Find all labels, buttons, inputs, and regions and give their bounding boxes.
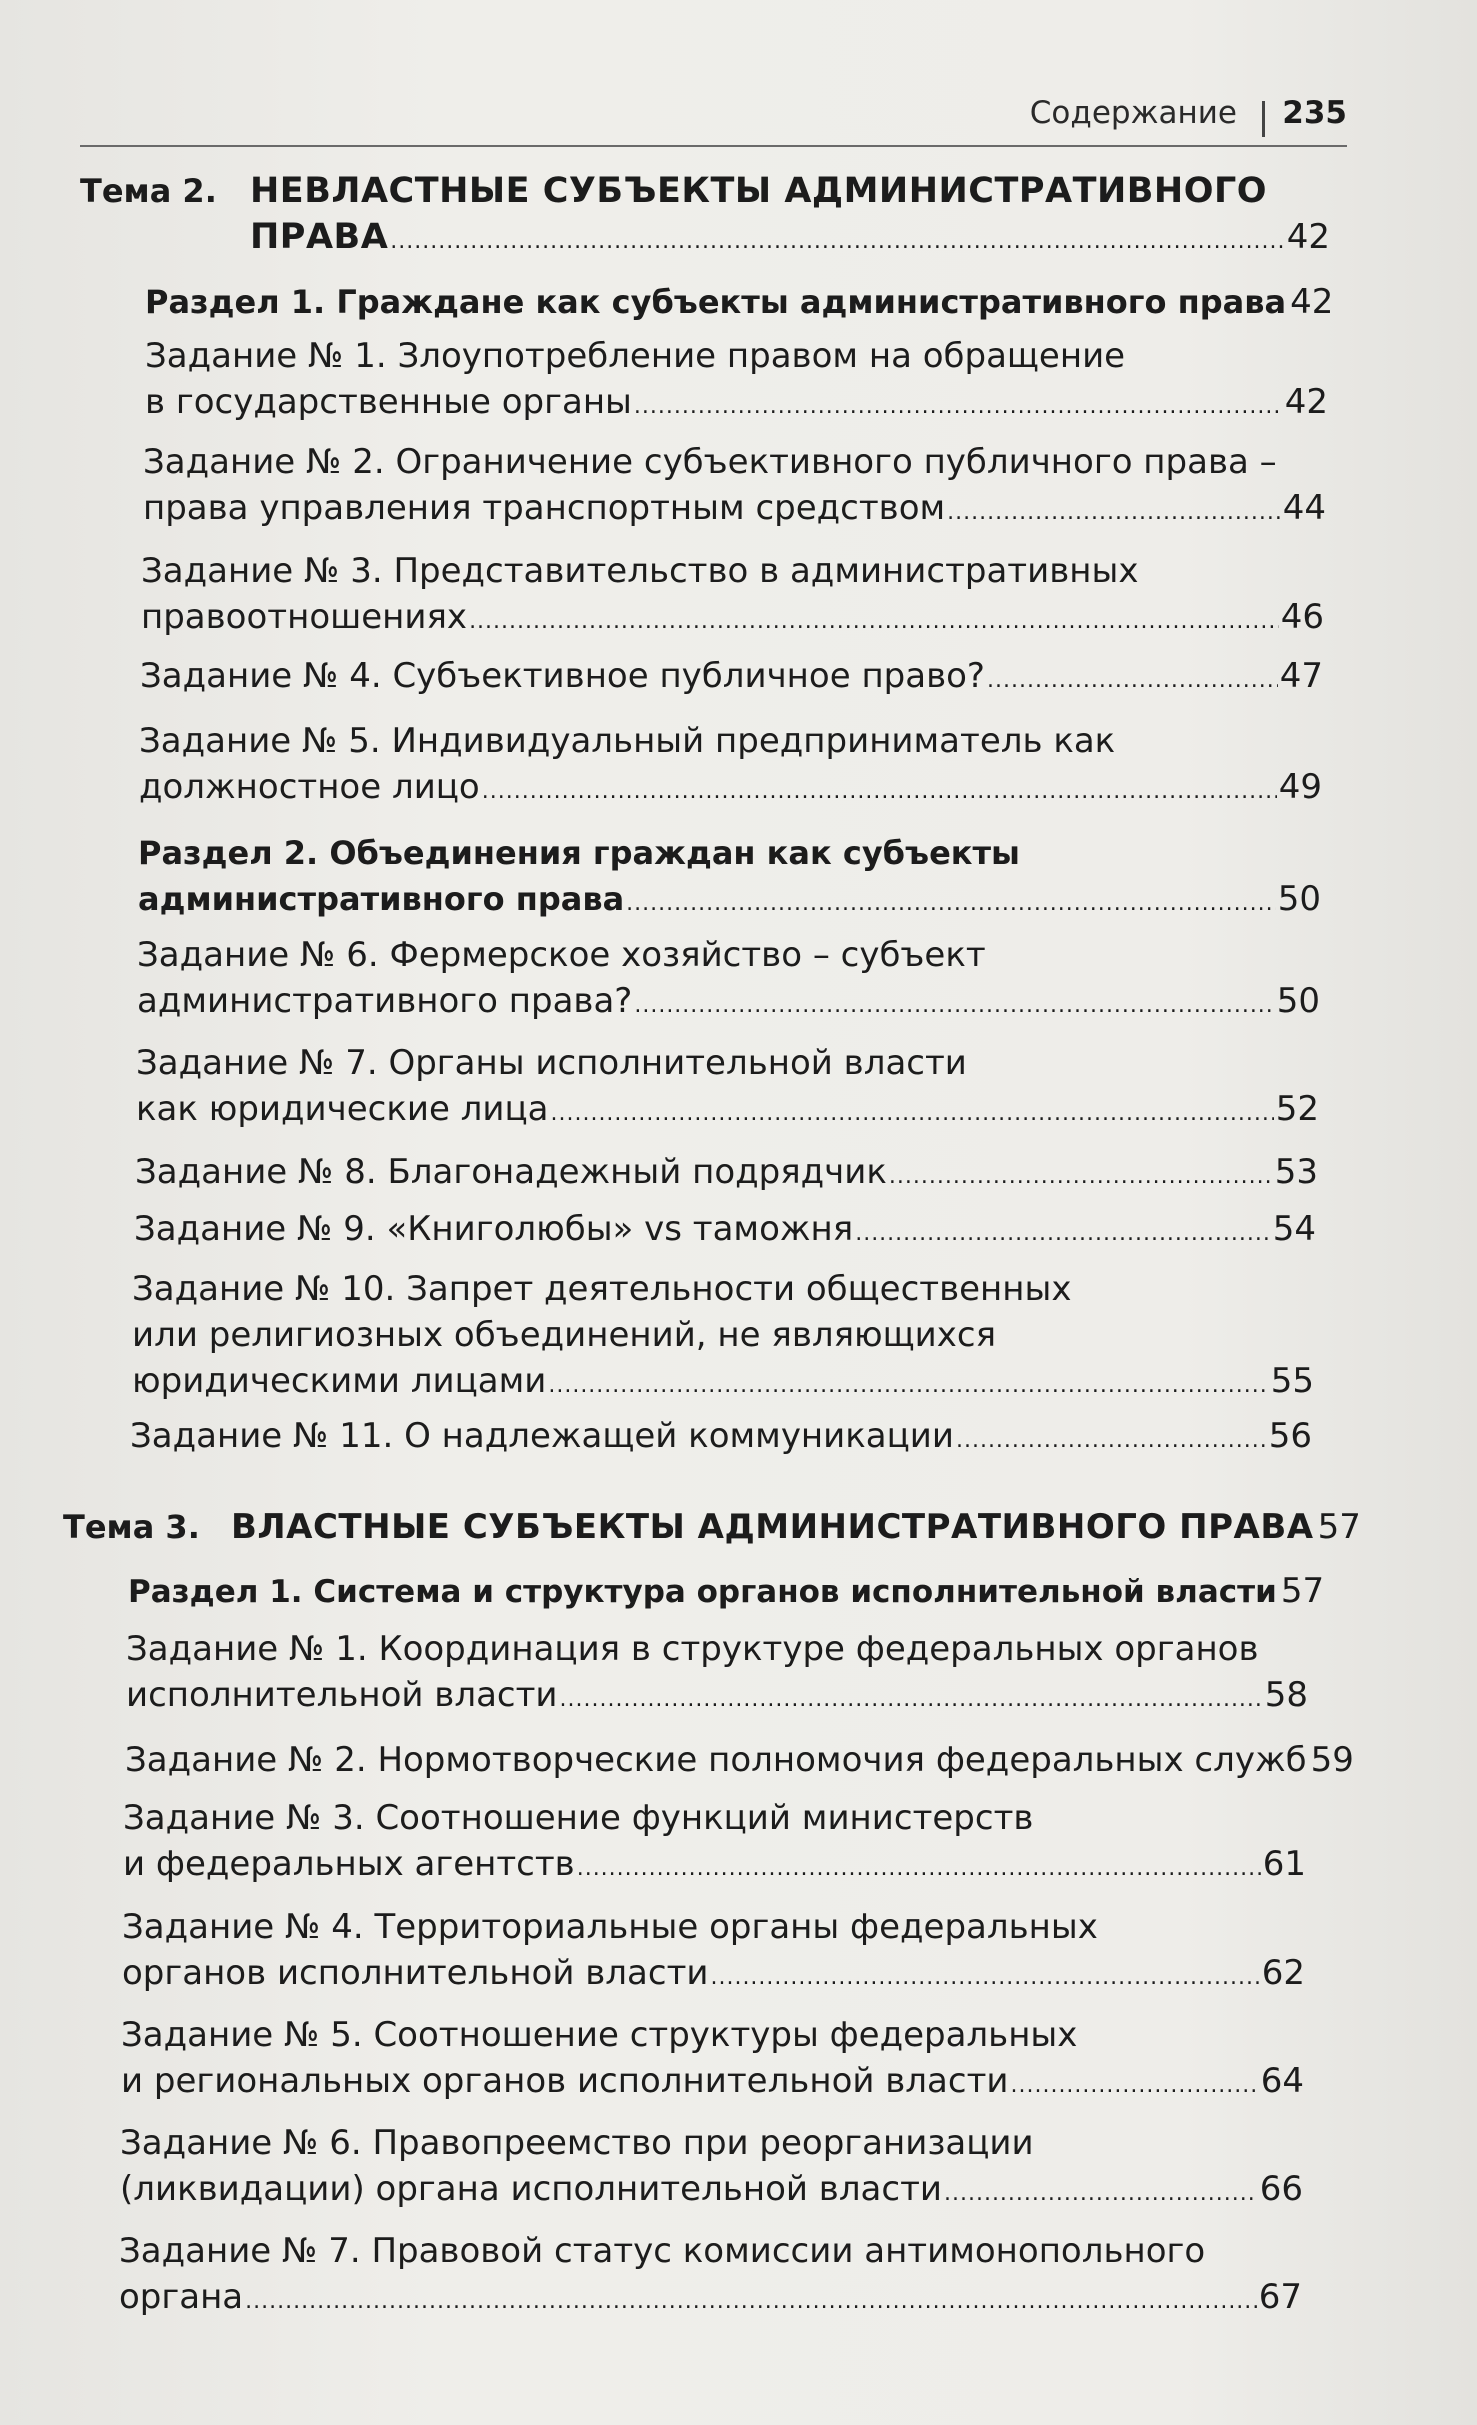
dot-leader [560,1677,1263,1723]
task-title: Задание № 8. Благонадежный подрядчик [135,1152,887,1192]
dot-leader [855,1211,1271,1257]
toc-page: 44 [1282,488,1326,528]
toc-page: 54 [1272,1209,1316,1249]
dot-leader [548,1363,1268,1409]
section-title-line-2: административного права [138,880,625,918]
task-title-line-1: Задание № 1. Координация в структуре федеральных органов [126,1629,1259,1669]
toc-page: 59 [1310,1740,1354,1780]
toc-section-1[interactable] [128,1568,1325,1619]
toc-task[interactable] [130,1413,1312,1464]
toc-task[interactable] [122,1904,1305,2001]
task-title-line-2: или религиозных объединений, не являющихся [132,1315,997,1355]
toc-task[interactable] [125,1737,1354,1788]
section-title-line-1: Раздел 2. Объединения граждан как субъекты [138,834,1020,872]
toc-task[interactable] [141,548,1324,645]
task-title-line-2: и региональных органов исполнительной власти [121,2061,1009,2101]
toc-task[interactable] [134,1206,1316,1257]
toc-page: 66 [1259,2169,1303,2209]
topic-title-line-2: ПРАВА [250,217,389,257]
toc-task[interactable] [126,1626,1308,1723]
dot-leader [947,490,1281,536]
topic-label: Тема 3. [63,1508,200,1546]
task-title: Задание № 4. Субъективное публичное право? [140,656,985,696]
toc-task[interactable] [119,2228,1302,2325]
toc-task[interactable] [145,333,1328,430]
dot-leader [710,1955,1259,2001]
dot-leader [987,658,1278,704]
task-title-line-2: и федеральных агентств [123,1844,575,1884]
toc-topic-3[interactable] [63,1504,1361,1555]
task-title-line-1: Задание № 3. Представительство в административных [141,551,1139,591]
dot-leader [469,599,1279,645]
toc-task[interactable] [140,653,1323,704]
toc-section-2[interactable] [138,830,1321,927]
task-title: Задание № 2. Нормотворческие полномочия федеральных служб [125,1740,1307,1780]
topic-label: Тема 2. [80,172,217,210]
toc-page: 57 [1280,1571,1325,1611]
toc-task[interactable] [139,718,1322,815]
dot-leader [482,769,1277,815]
dot-leader [577,1846,1261,1892]
topic-title: ВЛАСТНЫЕ СУБЪЕКТЫ АДМИНИСТРАТИВНОГО ПРАВА [231,1507,1314,1547]
task-title-line-1: Задание № 6. Фермерское хозяйство – субъект [137,935,986,975]
task-title-line-2: исполнительной власти [126,1675,558,1715]
toc-page: 50 [1276,981,1320,1021]
task-title-line-1: Задание № 7. Органы исполнительной власти [136,1043,967,1083]
toc-page: 53 [1274,1152,1318,1192]
task-title-line-1: Задание № 2. Ограничение субъективного публичного права – [143,442,1277,482]
toc-task[interactable] [135,1149,1318,1200]
task-title-line-1: Задание № 1. Злоупотребление правом на обращение [145,336,1126,376]
task-title-line-2: права управления транспортным средством [143,488,946,528]
section-title: Содержание [1029,95,1237,131]
task-title-line-3: юридическими лицами [132,1361,547,1401]
toc-page: 42 [1284,382,1328,422]
toc-page: 42 [1286,217,1330,257]
dot-leader [245,2279,1257,2325]
task-title-line-2: органа [119,2277,244,2317]
toc-page: 50 [1277,879,1321,919]
section-title: Раздел 1. Граждане как субъекты административного права [145,283,1287,321]
task-title: Задание № 9. «Книголюбы» vs таможня [134,1209,854,1249]
task-title-line-2: административного права? [137,981,633,1021]
toc-page: 67 [1258,2277,1302,2317]
toc-page: 47 [1279,656,1323,696]
toc-task[interactable] [121,2012,1304,2109]
dot-leader [634,384,1283,430]
task-title-line-2: органов исполнительной власти [122,1953,709,1993]
task-title-line-1: Задание № 5. Соотношение структуры федеральных [121,2015,1078,2055]
task-title-line-2: в государственные органы [145,382,632,422]
toc-page: 52 [1275,1089,1319,1129]
task-title-line-1: Задание № 4. Территориальные органы федеральных [122,1907,1098,1947]
dot-leader [1010,2063,1258,2109]
task-title-line-1: Задание № 5. Индивидуальный предприниматель как [139,721,1116,761]
topic-title-line-1: НЕВЛАСТНЫЕ СУБЪЕКТЫ АДМИНИСТРАТИВНОГО [250,171,1268,211]
task-title-line-1: Задание № 6. Правопреемство при реорганизации [120,2123,1034,2163]
toc-page: 62 [1261,1953,1305,1993]
task-title-line-2: правоотношениях [141,597,468,637]
task-title-line-2: (ликвидации) органа исполнительной власти [120,2169,942,2209]
toc-page: 58 [1264,1675,1308,1715]
section-title: Раздел 1. Система и структура органов исполнительной власти [128,1574,1277,1610]
toc-task[interactable] [123,1795,1306,1892]
dot-leader [626,881,1276,927]
dot-leader [390,219,1284,265]
toc-task[interactable] [143,439,1326,536]
dot-leader [889,1154,1273,1200]
task-title-line-2: должностное лицо [139,767,480,807]
toc-page: 64 [1260,2061,1304,2101]
toc-page: 55 [1270,1361,1314,1401]
dot-leader [634,983,1274,1029]
toc-task[interactable] [137,932,1320,1029]
page-number: 235 [1282,95,1347,131]
dot-leader [956,1418,1267,1464]
toc-section-1[interactable] [145,279,1334,330]
dot-leader [550,1091,1273,1137]
toc-page: 49 [1278,767,1322,807]
toc-page: 42 [1290,282,1334,322]
task-title-line-1: Задание № 7. Правовой статус комиссии антимонопольного [119,2231,1206,2271]
toc-task[interactable] [120,2120,1303,2217]
task-title-line-1: Задание № 10. Запрет деятельности общественных [132,1269,1072,1309]
toc-page: 61 [1262,1844,1306,1884]
running-header [80,95,1347,147]
toc-task[interactable] [136,1040,1319,1137]
toc-page: 57 [1317,1507,1361,1547]
header-divider [1262,101,1265,137]
toc-topic-2[interactable] [80,168,1330,265]
toc-task[interactable] [132,1266,1314,1409]
toc-page: 56 [1268,1416,1312,1456]
dot-leader [944,2171,1258,2217]
task-title-line-1: Задание № 3. Соотношение функций министерств [123,1798,1034,1838]
toc-page: 46 [1280,597,1324,637]
task-title-line-2: как юридические лица [136,1089,549,1129]
task-title: Задание № 11. О надлежащей коммуникации [130,1416,954,1456]
